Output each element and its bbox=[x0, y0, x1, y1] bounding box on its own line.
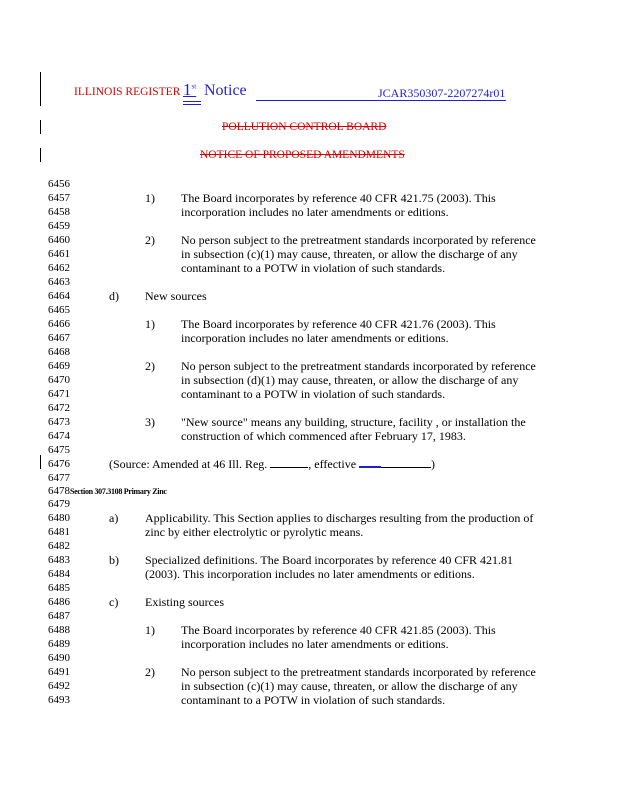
source-note-text: (Source: Amended at 46 Ill. Reg. bbox=[109, 457, 268, 471]
source-note-effective: , effective bbox=[308, 457, 357, 471]
line-number: 6467 bbox=[48, 332, 70, 344]
paragraph-text: construction of which commenced after February 17, 1983. bbox=[181, 429, 466, 443]
paragraph-text: "New source" means any building, structure, facility , or installation the bbox=[181, 415, 526, 429]
paragraph-text: Specialized definitions. The Board incorporates by reference 40 CFR 421.81 bbox=[145, 553, 514, 567]
line-number: 6459 bbox=[48, 220, 70, 232]
line-number: 6457 bbox=[48, 192, 70, 204]
line-number: 6491 bbox=[48, 666, 70, 678]
line-number: 6476 bbox=[48, 458, 70, 470]
paragraph-text: incorporation includes no later amendments or editions. bbox=[181, 205, 449, 219]
change-bar bbox=[40, 72, 41, 106]
line-number: 6489 bbox=[48, 638, 70, 650]
line-number: 6464 bbox=[48, 290, 70, 302]
line-number: 6474 bbox=[48, 430, 70, 442]
item-label: 1) bbox=[145, 623, 155, 637]
line-number: 6481 bbox=[48, 526, 70, 538]
notice-subtitle: NOTICE OF PROPOSED AMENDMENTS bbox=[200, 149, 405, 161]
subsection-heading: Existing sources bbox=[145, 595, 224, 609]
line-number: 6468 bbox=[48, 346, 70, 358]
line-number: 6463 bbox=[48, 276, 70, 288]
board-name: POLLUTION CONTROL BOARD bbox=[222, 121, 387, 133]
line-number: 6488 bbox=[48, 624, 70, 636]
register-number-suffix: st bbox=[191, 82, 197, 91]
register-number-rule bbox=[183, 101, 201, 102]
subsection-label: d) bbox=[109, 289, 119, 303]
item-label: 2) bbox=[145, 359, 155, 373]
line-number: 6472 bbox=[48, 402, 70, 414]
paragraph-text: The Board incorporates by reference 40 CFR 421.75 (2003). This bbox=[181, 191, 496, 205]
reg-volume-blank bbox=[270, 457, 308, 468]
line-number: 6478 bbox=[48, 485, 70, 497]
line-number: 6470 bbox=[48, 374, 70, 386]
effective-date-blank bbox=[359, 458, 431, 468]
paragraph-text: No person subject to the pretreatment standards incorporated by reference bbox=[181, 233, 536, 247]
register-number-rule bbox=[183, 104, 201, 105]
line-number: 6465 bbox=[48, 304, 70, 316]
line-number: 6471 bbox=[48, 388, 70, 400]
change-bar bbox=[40, 120, 41, 134]
subsection-label: a) bbox=[109, 511, 119, 525]
paragraph-text: (2003). This incorporation includes no later amendments or editions. bbox=[145, 567, 475, 581]
register-title: ILLINOIS REGISTER bbox=[74, 86, 181, 98]
change-bar bbox=[40, 148, 41, 162]
paragraph-text: contaminant to a POTW in violation of such standards. bbox=[181, 261, 446, 275]
paragraph-text: The Board incorporates by reference 40 CFR 421.76 (2003). This bbox=[181, 317, 496, 331]
item-label: 2) bbox=[145, 665, 155, 679]
paragraph-text: incorporation includes no later amendments or editions. bbox=[181, 637, 449, 651]
line-number: 6477 bbox=[48, 472, 70, 484]
line-number: 6461 bbox=[48, 248, 70, 260]
paragraph-text: in subsection (c)(1) may cause, threaten, or allow the discharge of any bbox=[181, 247, 518, 261]
line-number: 6480 bbox=[48, 512, 70, 524]
line-number: 6456 bbox=[48, 178, 70, 190]
change-bar bbox=[40, 455, 41, 469]
line-number: 6492 bbox=[48, 680, 70, 692]
jcar-code: JCAR350307-2207274r01 bbox=[378, 86, 506, 100]
line-number: 6487 bbox=[48, 610, 70, 622]
line-number: 6493 bbox=[48, 694, 70, 706]
line-number: 6482 bbox=[48, 540, 70, 552]
line-number: 6475 bbox=[48, 444, 70, 456]
paragraph-text: in subsection (c)(1) may cause, threaten, or allow the discharge of any bbox=[181, 679, 518, 693]
line-number: 6469 bbox=[48, 360, 70, 372]
item-label: 3) bbox=[145, 415, 155, 429]
paragraph-text: The Board incorporates by reference 40 CFR 421.85 (2003). This bbox=[181, 623, 496, 637]
source-note-close: ) bbox=[431, 457, 436, 471]
item-label: 2) bbox=[145, 233, 155, 247]
subsection-label: c) bbox=[109, 595, 119, 609]
line-number: 6485 bbox=[48, 582, 70, 594]
line-number: 6490 bbox=[48, 652, 70, 664]
line-number: 6484 bbox=[48, 568, 70, 580]
line-number: 6483 bbox=[48, 554, 70, 566]
line-number: 6479 bbox=[48, 498, 70, 510]
paragraph-text: in subsection (d)(1) may cause, threaten, or allow the discharge of any bbox=[181, 373, 519, 387]
line-number: 6466 bbox=[48, 318, 70, 330]
paragraph-text: contaminant to a POTW in violation of such standards. bbox=[181, 693, 446, 707]
item-label: 1) bbox=[145, 191, 155, 205]
paragraph-text: No person subject to the pretreatment standards incorporated by reference bbox=[181, 359, 536, 373]
paragraph-text: incorporation includes no later amendments or editions. bbox=[181, 331, 449, 345]
line-number: 6458 bbox=[48, 206, 70, 218]
line-number: 6473 bbox=[48, 416, 70, 428]
source-note bbox=[109, 457, 435, 471]
section-heading: Section 307.3108 Primary Zinc bbox=[70, 487, 167, 496]
paragraph-text: Applicability. This Section applies to discharges resulting from the production of bbox=[145, 511, 534, 525]
line-number: 6462 bbox=[48, 262, 70, 274]
paragraph-text: No person subject to the pretreatment standards incorporated by reference bbox=[181, 665, 536, 679]
line-number: 6460 bbox=[48, 234, 70, 246]
notice-label: Notice bbox=[204, 82, 247, 99]
subsection-label: b) bbox=[109, 553, 119, 567]
line-number: 6486 bbox=[48, 596, 70, 608]
item-label: 1) bbox=[145, 317, 155, 331]
subsection-heading: New sources bbox=[145, 289, 207, 303]
register-number-value: 1 bbox=[183, 80, 192, 99]
paragraph-text: contaminant to a POTW in violation of such standards. bbox=[181, 387, 446, 401]
paragraph-text: zinc by either electrolytic or pyrolytic means. bbox=[145, 525, 364, 539]
register-number bbox=[183, 80, 196, 100]
